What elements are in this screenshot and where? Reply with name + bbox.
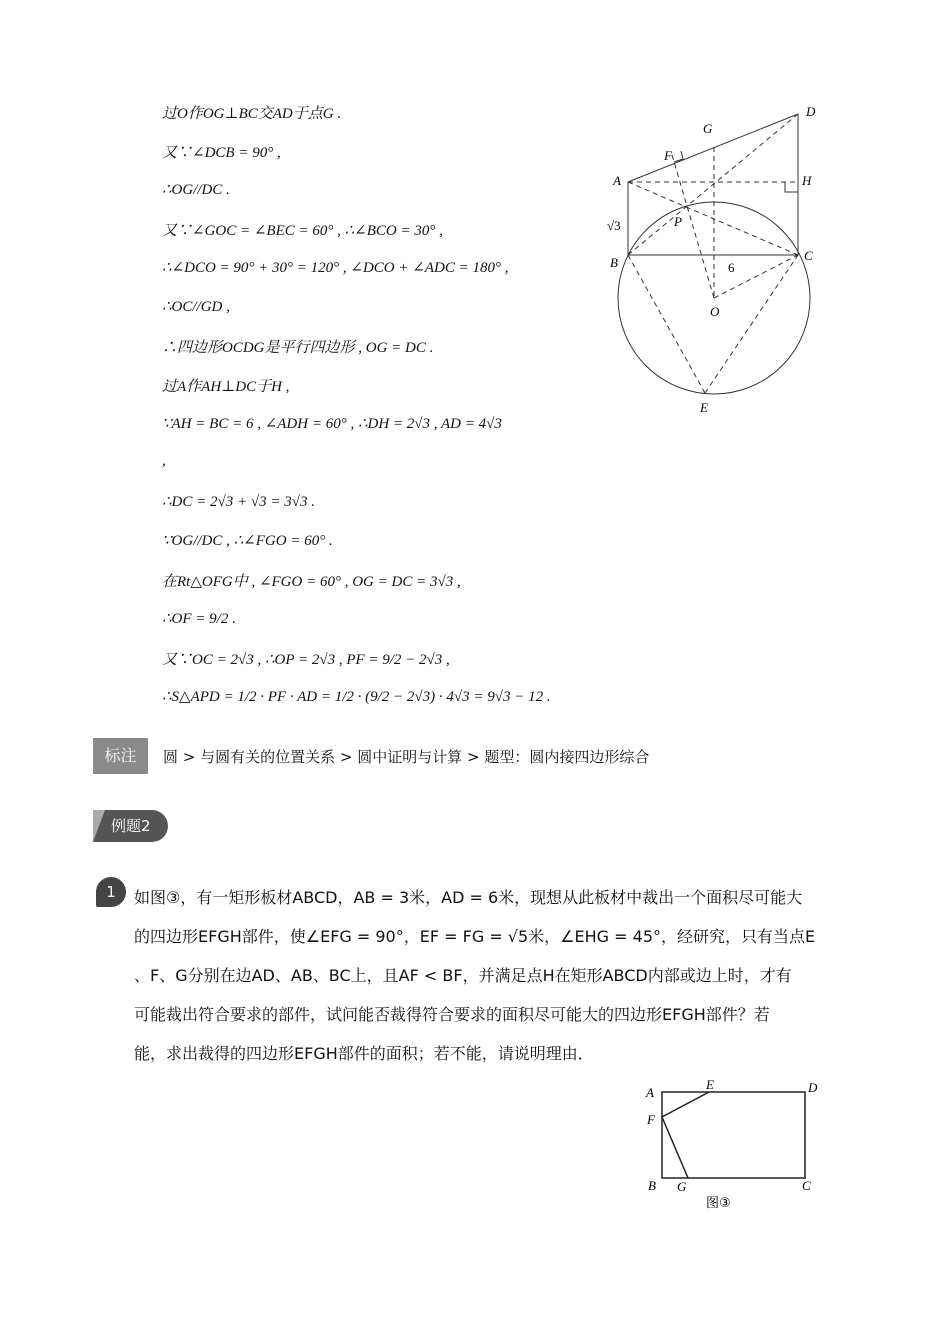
- rectangle-figure: [630, 1070, 840, 1220]
- geometry-figure-circle: [0, 0, 950, 430]
- label-F: F: [647, 1112, 655, 1127]
- solution-line: 又∵∠DCB = 90° ,: [162, 145, 281, 161]
- label-B: B: [610, 255, 618, 270]
- knowledge-breadcrumb: 圆 > 与圆有关的位置关系 > 圆中证明与计算 > 题型：圆内接四边形综合: [163, 748, 650, 766]
- label-A: A: [646, 1085, 654, 1100]
- solution-line: 过A作AH⊥DC于H ,: [162, 379, 290, 395]
- label-A: A: [613, 173, 621, 188]
- label-sqrt3: √3: [607, 218, 621, 233]
- label-D: D: [808, 1080, 818, 1095]
- solution-line: 在Rt△OFG中 , ∠FGO = 60° , OG = DC = 3√3 ,: [162, 574, 461, 590]
- question-line: 可能裁出符合要求的部件，试问能否裁得符合要求的面积尽可能大的四边形EFGH部件？若: [134, 1005, 770, 1024]
- solution-line: 又∵∠GOC = ∠BEC = 60° , ∴∠BCO = 30° ,: [162, 223, 443, 239]
- solution-line: ∴DC = 2√3 + √3 = 3√3 .: [162, 494, 315, 510]
- label-E: E: [706, 1077, 714, 1092]
- label-H: H: [802, 173, 812, 188]
- label-B: B: [648, 1178, 656, 1193]
- label-D: D: [806, 104, 816, 119]
- label-G: G: [677, 1179, 687, 1194]
- question-line: 能，求出裁得的四边形EFGH部件的面积；若不能，请说明理由．: [134, 1044, 594, 1063]
- label-G: G: [703, 121, 713, 136]
- solution-line: ,: [162, 453, 166, 469]
- solution-line: ∴四边形OCDG是平行四边形 , OG = DC .: [162, 340, 434, 356]
- question-number: 1: [96, 877, 126, 907]
- tag-label: 标注: [93, 738, 148, 774]
- solution-line: ∵OG//DC , ∴∠FGO = 60° .: [162, 533, 333, 549]
- solution-line: 过O作OG⊥BC交AD于点G .: [162, 106, 342, 122]
- solution-line: ∴OG//DC .: [162, 182, 230, 198]
- label-C: C: [802, 1178, 811, 1193]
- label-6: 6: [728, 260, 735, 275]
- question-line: 如图③，有一矩形板材ABCD，AB = 3米，AD = 6米，现想从此板材中裁出一个面积尽可能大: [134, 888, 803, 907]
- figure-caption: 图③: [706, 1196, 731, 1211]
- label-P: P: [674, 214, 682, 229]
- label-E: E: [700, 400, 708, 415]
- label-C: C: [804, 248, 813, 263]
- label-F: F: [664, 148, 672, 163]
- solution-line: ∴OC//GD ,: [162, 299, 230, 315]
- question-line: 、F、G分别在边AD、AB、BC上，且AF < BF，并满足点H在矩形ABCD内部或边上时，才有: [134, 966, 792, 985]
- solution-line: ∴S△APD = 1/2 · PF · AD = 1/2 · (9/2 − 2√3) · 4√3 = 9√3 − 12 .: [162, 689, 551, 705]
- solution-line: ∴OF = 9/2 .: [162, 611, 236, 627]
- solution-line: ∴∠DCO = 90° + 30° = 120° , ∠DCO + ∠ADC = 180° ,: [162, 260, 509, 276]
- question-line: 的四边形EFGH部件，使∠EFG = 90°，EF = FG = √5米，∠EHG = 45°，经研究，只有当点E: [134, 927, 816, 946]
- example-badge: 例题2: [93, 810, 168, 842]
- solution-line: 又∵OC = 2√3 , ∴OP = 2√3 , PF = 9/2 − 2√3 ,: [162, 652, 450, 668]
- label-O: O: [710, 304, 720, 319]
- solution-line: ∵AH = BC = 6 , ∠ADH = 60° , ∴DH = 2√3 , AD = 4√3: [162, 416, 502, 432]
